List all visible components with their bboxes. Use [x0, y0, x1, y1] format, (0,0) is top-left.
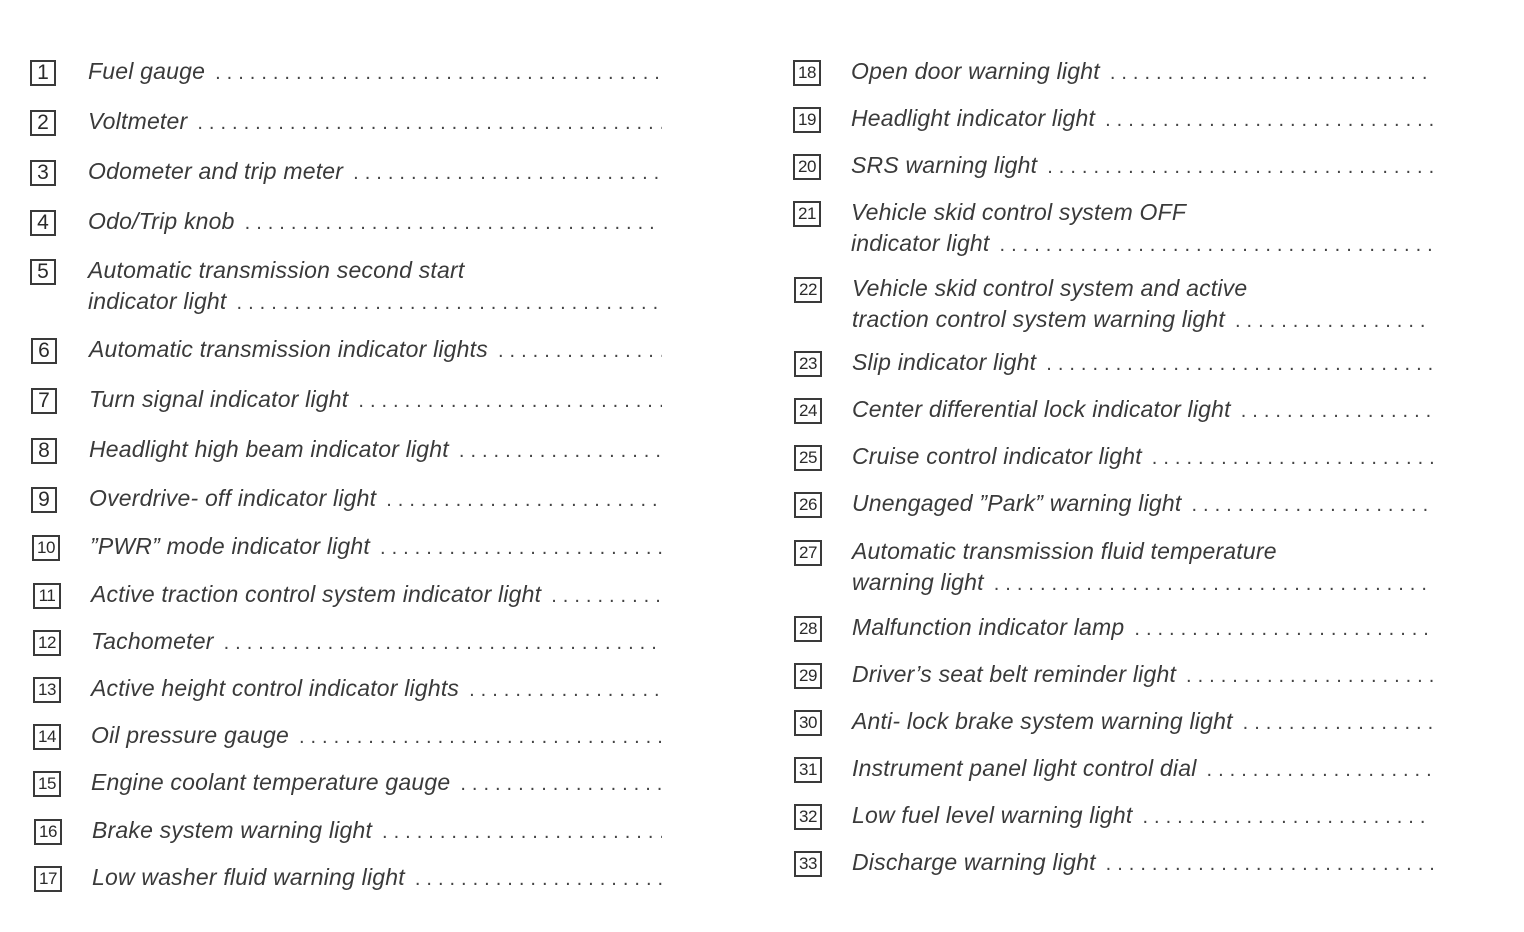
item-label: [88, 156, 662, 189]
item-label: [88, 255, 662, 319]
item-label-text: Engine coolant temperature gauge: [91, 769, 451, 795]
item-number-box: 10: [32, 535, 60, 561]
item-label: [90, 531, 662, 564]
item-number-box: 20: [793, 154, 821, 180]
item-label: [92, 815, 662, 848]
item-number-box: 7: [31, 388, 57, 414]
item-label-text: Voltmeter: [88, 108, 188, 134]
item-label: [852, 536, 1433, 600]
item-label-line: [851, 103, 1433, 136]
leader-dots: [1047, 152, 1433, 183]
item-label-line: [852, 536, 1433, 567]
item-label: [89, 434, 662, 467]
item-number-box: 33: [794, 851, 822, 877]
item-label-line: [852, 394, 1433, 427]
item-label-text: Instrument panel light control dial: [852, 755, 1197, 781]
item-label: [91, 767, 662, 800]
item-label: [852, 800, 1433, 833]
leader-dots: [386, 485, 662, 516]
item-label-text: Overdrive- off indicator light: [89, 485, 377, 511]
item-label: [88, 206, 662, 239]
item-label-text: indicator light: [88, 288, 227, 314]
item-label-text: indicator light: [851, 230, 990, 256]
item-number-box: 30: [794, 710, 822, 736]
item-label-line: [851, 150, 1433, 183]
item-label-text: Odo/Trip knob: [88, 208, 235, 234]
leader-dots: [382, 817, 662, 848]
item-label-line: [88, 106, 662, 139]
item-label-line: [851, 228, 1433, 261]
item-label-text: Odometer and trip meter: [88, 158, 344, 184]
item-label: [88, 106, 662, 139]
item-label: [91, 579, 662, 612]
item-label-text: Headlight indicator light: [851, 105, 1096, 131]
leader-dots: [197, 108, 662, 139]
item-label-text: Low fuel level warning light: [852, 802, 1133, 828]
item-label-text: Vehicle skid control system OFF: [851, 199, 1187, 225]
leader-dots: [1152, 443, 1433, 474]
leader-dots: [1046, 349, 1433, 380]
item-label: [851, 150, 1433, 183]
item-number-box: 22: [794, 277, 822, 303]
item-label-line: [88, 255, 662, 286]
leader-dots: [1105, 105, 1433, 136]
item-number-box: 8: [31, 438, 57, 464]
leader-dots: [1142, 802, 1433, 833]
item-label-text: Tachometer: [91, 628, 214, 654]
item-label-text: Low washer fluid warning light: [92, 864, 405, 890]
item-label-line: [852, 273, 1433, 304]
item-label-line: [89, 434, 662, 467]
item-label: [92, 862, 662, 895]
item-label-text: Malfunction indicator lamp: [852, 614, 1125, 640]
leader-dots: [551, 581, 662, 612]
item-number-box: 16: [34, 819, 62, 845]
item-label-text: ”PWR” mode indicator light: [90, 533, 371, 559]
item-label-text: traction control system warning light: [852, 306, 1225, 332]
leader-dots: [460, 769, 662, 800]
item-label-line: [91, 579, 662, 612]
item-number-box: 31: [794, 757, 822, 783]
item-label-line: [88, 286, 662, 319]
item-label: [88, 56, 662, 89]
item-number-box: 23: [794, 351, 822, 377]
leader-dots: [498, 336, 662, 367]
item-number-box: 2: [30, 110, 56, 136]
item-label: [851, 103, 1433, 136]
item-number-box: 3: [30, 160, 56, 186]
leader-dots: [1186, 661, 1433, 692]
item-number-box: 25: [794, 445, 822, 471]
leader-dots: [415, 864, 662, 895]
leader-dots: [1235, 306, 1433, 337]
item-label-text: Unengaged ”Park” warning light: [852, 490, 1182, 516]
item-label: [852, 753, 1433, 786]
item-label-line: [90, 531, 662, 564]
item-label-text: Brake system warning light: [92, 817, 373, 843]
leader-dots: [1110, 58, 1433, 89]
item-label-text: Automatic transmission indicator lights: [89, 336, 488, 362]
item-number-box: 13: [33, 677, 61, 703]
item-number-box: 14: [33, 724, 61, 750]
item-label-line: [88, 56, 662, 89]
item-label-line: [88, 156, 662, 189]
leader-dots: [215, 58, 662, 89]
leader-dots: [224, 628, 662, 659]
leader-dots: [299, 722, 662, 753]
item-number-box: 28: [794, 616, 822, 642]
item-label: [852, 847, 1433, 880]
leader-dots: [237, 288, 662, 319]
leader-dots: [1243, 708, 1433, 739]
item-label-text: Fuel gauge: [88, 58, 206, 84]
item-label-text: Automatic transmission second start: [88, 257, 465, 283]
item-label-line: [89, 384, 662, 417]
item-label-line: [91, 767, 662, 800]
item-number-box: 26: [794, 492, 822, 518]
leader-dots: [1191, 490, 1433, 521]
item-number-box: 18: [793, 60, 821, 86]
item-number-box: 21: [793, 201, 821, 227]
item-label-text: Discharge warning light: [852, 849, 1096, 875]
item-label-text: Vehicle skid control system and active: [852, 275, 1248, 301]
item-label: [851, 56, 1433, 89]
item-number-box: 12: [33, 630, 61, 656]
item-label-text: Cruise control indicator light: [852, 443, 1142, 469]
item-label: [852, 273, 1433, 337]
item-label: [91, 673, 662, 706]
item-label-line: [91, 720, 662, 753]
item-label-line: [852, 706, 1433, 739]
item-label-line: [852, 488, 1433, 521]
leader-dots: [353, 158, 662, 189]
item-label-line: [852, 612, 1433, 645]
item-label: [852, 394, 1433, 427]
item-label: [91, 720, 662, 753]
leader-dots: [1207, 755, 1433, 786]
item-label-line: [852, 567, 1433, 600]
item-label: [89, 384, 662, 417]
item-label-text: Center differential lock indicator light: [852, 396, 1231, 422]
item-label-line: [851, 197, 1433, 228]
leader-dots: [1000, 230, 1433, 261]
leader-dots: [358, 386, 662, 417]
item-number-box: 4: [30, 210, 56, 236]
leader-dots: [245, 208, 662, 239]
item-label-line: [851, 56, 1433, 89]
item-label-line: [852, 347, 1433, 380]
item-label-text: Active height control indicator lights: [91, 675, 460, 701]
item-label-text: Automatic transmission fluid temperature: [852, 538, 1277, 564]
item-label: [91, 626, 662, 659]
item-label-text: Driver’s seat belt reminder light: [852, 661, 1177, 687]
item-label-line: [852, 847, 1433, 880]
leader-dots: [1106, 849, 1433, 880]
item-label: [852, 659, 1433, 692]
item-label: [852, 347, 1433, 380]
leader-dots: [380, 533, 662, 564]
item-label-text: Oil pressure gauge: [91, 722, 289, 748]
item-label-line: [89, 334, 662, 367]
item-number-box: 27: [794, 540, 822, 566]
item-label-line: [91, 626, 662, 659]
item-number-box: 11: [33, 583, 61, 609]
item-label-line: [92, 862, 662, 895]
item-label-line: [91, 673, 662, 706]
item-label-line: [852, 304, 1433, 337]
item-label-text: Active traction control system indicator light: [91, 581, 542, 607]
item-label: [89, 334, 662, 367]
item-label-text: Turn signal indicator light: [89, 386, 349, 412]
item-label-line: [852, 753, 1433, 786]
item-label-text: warning light: [852, 569, 984, 595]
item-number-box: 6: [31, 338, 57, 364]
leader-dots: [469, 675, 662, 706]
item-number-box: 29: [794, 663, 822, 689]
item-label-line: [852, 800, 1433, 833]
item-label-line: [852, 659, 1433, 692]
leader-dots: [459, 436, 662, 467]
item-label-text: Headlight high beam indicator light: [89, 436, 449, 462]
item-label: [851, 197, 1433, 261]
item-number-box: 32: [794, 804, 822, 830]
item-label-text: Slip indicator light: [852, 349, 1037, 375]
leader-dots: [1134, 614, 1433, 645]
item-number-box: 1: [30, 60, 56, 86]
item-label-text: SRS warning light: [851, 152, 1038, 178]
leader-dots: [994, 569, 1433, 600]
item-label: [89, 483, 662, 516]
leader-dots: [1241, 396, 1433, 427]
item-number-box: 15: [33, 771, 61, 797]
item-label-text: Anti- lock brake system warning light: [852, 708, 1233, 734]
item-label-line: [88, 206, 662, 239]
item-label: [852, 441, 1433, 474]
item-label: [852, 706, 1433, 739]
item-number-box: 9: [31, 487, 57, 513]
item-number-box: 24: [794, 398, 822, 424]
item-label: [852, 612, 1433, 645]
item-number-box: 17: [34, 866, 62, 892]
item-number-box: 19: [793, 107, 821, 133]
item-number-box: 5: [30, 259, 56, 285]
item-label: [852, 488, 1433, 521]
item-label-line: [852, 441, 1433, 474]
item-label-text: Open door warning light: [851, 58, 1100, 84]
item-label-line: [92, 815, 662, 848]
item-label-line: [89, 483, 662, 516]
